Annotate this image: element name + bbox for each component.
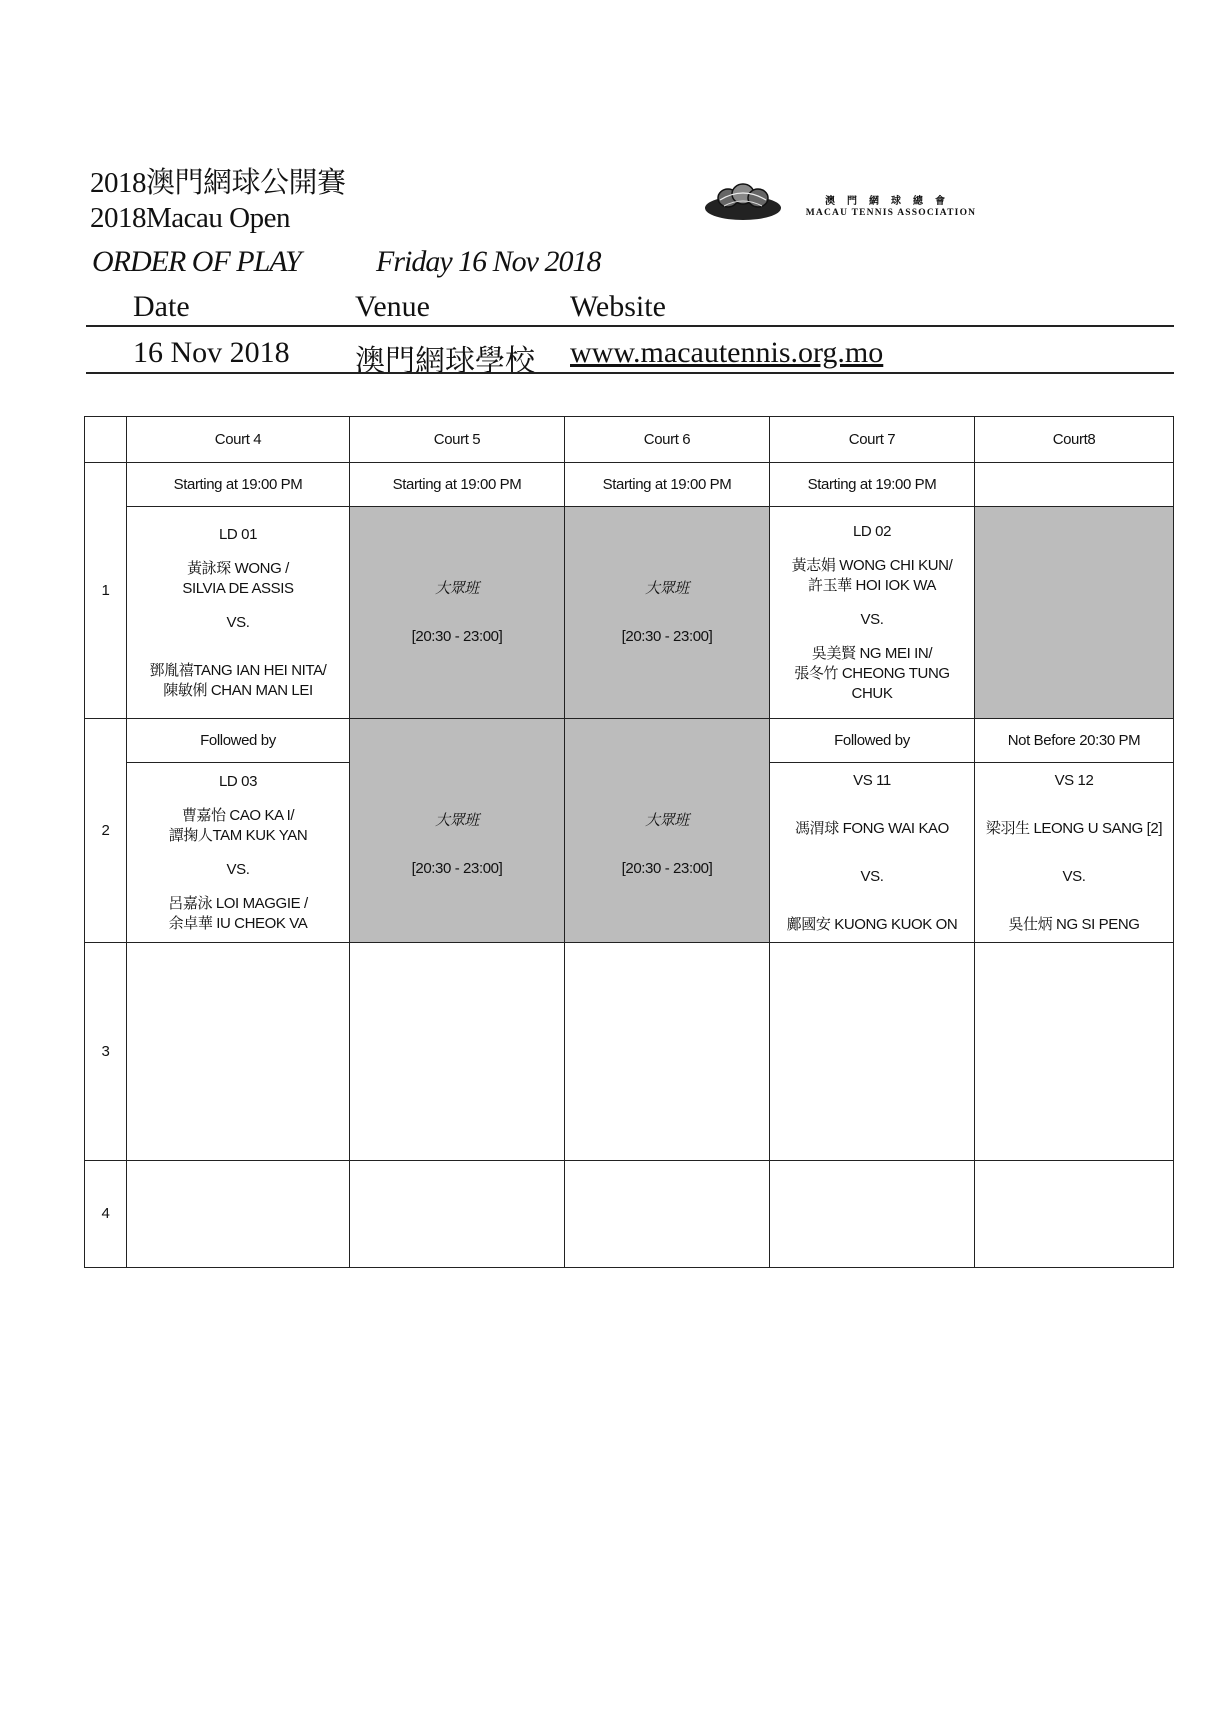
versus-label: VS.	[860, 610, 884, 628]
start-time: Starting at 19:00 PM	[565, 463, 770, 507]
association-name-chinese: 澳門網球總會	[825, 196, 957, 207]
empty-cell	[975, 1161, 1174, 1268]
player: 馮渭球 FONG WAI KAO	[795, 819, 949, 837]
venue-value: 澳門網球學校	[355, 345, 535, 378]
order-note: Followed by	[127, 719, 350, 763]
player: 吳仕炳 NG SI PENG	[1008, 915, 1140, 933]
class-label: 大眾班	[645, 579, 689, 597]
start-time: Starting at 19:00 PM	[127, 463, 350, 507]
class-label: 大眾班	[435, 579, 479, 597]
class-block	[565, 719, 770, 943]
match-code: VS 11	[853, 771, 891, 789]
player: 許玉華 HOI IOK WA	[807, 576, 937, 594]
tennis-association-logo-icon	[702, 182, 784, 222]
empty-cell	[127, 1161, 350, 1268]
row-number: 3	[85, 943, 127, 1161]
player: 陳敏俐 CHAN MAN LEI	[163, 681, 313, 699]
court-header: Court 7	[770, 417, 975, 463]
website-label: Website	[570, 290, 666, 323]
class-block	[350, 507, 565, 719]
row-number: 2	[85, 719, 127, 943]
class-time: [20:30 - 23:00]	[621, 859, 713, 877]
empty-cell	[565, 943, 770, 1161]
player: 梁羽生 LEONG U SANG [2]	[985, 819, 1163, 837]
row-number: 1	[85, 463, 127, 719]
court-header: Court 4	[127, 417, 350, 463]
match-code: LD 03	[218, 772, 258, 790]
match-code: LD 02	[852, 522, 892, 540]
title-chinese: 2018澳門網球公開賽	[90, 167, 346, 199]
class-block	[350, 719, 565, 943]
player: CHUK	[851, 684, 893, 702]
association-name	[786, 192, 996, 218]
player: 余卓華 IU CHEOK VA	[168, 914, 308, 932]
player: 譚掬人TAM KUK YAN	[168, 826, 308, 844]
blocked-cell	[975, 507, 1174, 719]
versus-label: VS.	[226, 860, 250, 878]
date-value: 16 Nov 2018	[133, 336, 290, 369]
versus-label: VS.	[860, 867, 884, 885]
class-time: [20:30 - 23:00]	[411, 627, 503, 645]
match-cell	[127, 763, 350, 943]
player: 鄺國安 KUONG KUOK ON	[786, 915, 958, 933]
venue-label: Venue	[355, 290, 430, 323]
empty-row	[85, 943, 1174, 1161]
empty-cell	[975, 943, 1174, 1161]
player: 呂嘉泳 LOI MAGGIE /	[168, 894, 308, 912]
class-time: [20:30 - 23:00]	[411, 859, 503, 877]
order-note: Followed by	[770, 719, 975, 763]
divider-line	[86, 372, 1174, 374]
versus-label: VS.	[226, 613, 250, 631]
start-time-row	[85, 463, 1174, 507]
corner-cell	[85, 417, 127, 463]
note-row	[85, 719, 1174, 763]
row-number: 4	[85, 1161, 127, 1268]
empty-cell	[565, 1161, 770, 1268]
start-time: Starting at 19:00 PM	[770, 463, 975, 507]
player: 黃詠琛 WONG /	[187, 559, 289, 577]
match-code: LD 01	[218, 525, 258, 543]
class-label: 大眾班	[645, 811, 689, 829]
empty-cell	[350, 943, 565, 1161]
order-note: Not Before 20:30 PM	[975, 719, 1174, 763]
match-code: VS 12	[1054, 771, 1094, 789]
player: 曹嘉怡 CAO KA I/	[181, 806, 295, 824]
empty-cell	[127, 943, 350, 1161]
court-header: Court 5	[350, 417, 565, 463]
class-label: 大眾班	[435, 811, 479, 829]
match-cell	[770, 763, 975, 943]
court-header: Court 6	[565, 417, 770, 463]
association-name-english: MACAU TENNIS ASSOCIATION	[805, 208, 977, 218]
player: 黃志娟 WONG CHI KUN/	[791, 556, 953, 574]
title-english: 2018Macau Open	[90, 202, 290, 234]
empty-cell	[770, 943, 975, 1161]
player: 吳美賢 NG MEI IN/	[811, 644, 933, 662]
class-time: [20:30 - 23:00]	[621, 627, 713, 645]
order-of-play-label: ORDER OF PLAY	[92, 245, 301, 278]
court-header: Court8	[975, 417, 1174, 463]
match-row	[85, 507, 1174, 719]
play-day-label: Friday 16 Nov 2018	[376, 245, 601, 278]
empty-cell	[350, 1161, 565, 1268]
player: SILVIA DE ASSIS	[182, 579, 294, 597]
match-cell	[127, 507, 350, 719]
start-time: Starting at 19:00 PM	[350, 463, 565, 507]
start-time	[975, 463, 1174, 507]
player: 張冬竹 CHEONG TUNG	[794, 664, 950, 682]
divider-line	[86, 325, 1174, 327]
empty-row	[85, 1161, 1174, 1268]
class-block	[565, 507, 770, 719]
versus-label: VS.	[1062, 867, 1086, 885]
order-of-play-table	[84, 416, 1174, 1268]
empty-cell	[770, 1161, 975, 1268]
date-label: Date	[133, 290, 190, 323]
court-header-row	[85, 417, 1174, 463]
player: 鄧胤禧TANG IAN HEI NITA/	[149, 661, 327, 679]
match-cell	[770, 507, 975, 719]
website-link[interactable]: www.macautennis.org.mo	[570, 336, 884, 369]
match-cell	[975, 763, 1174, 943]
